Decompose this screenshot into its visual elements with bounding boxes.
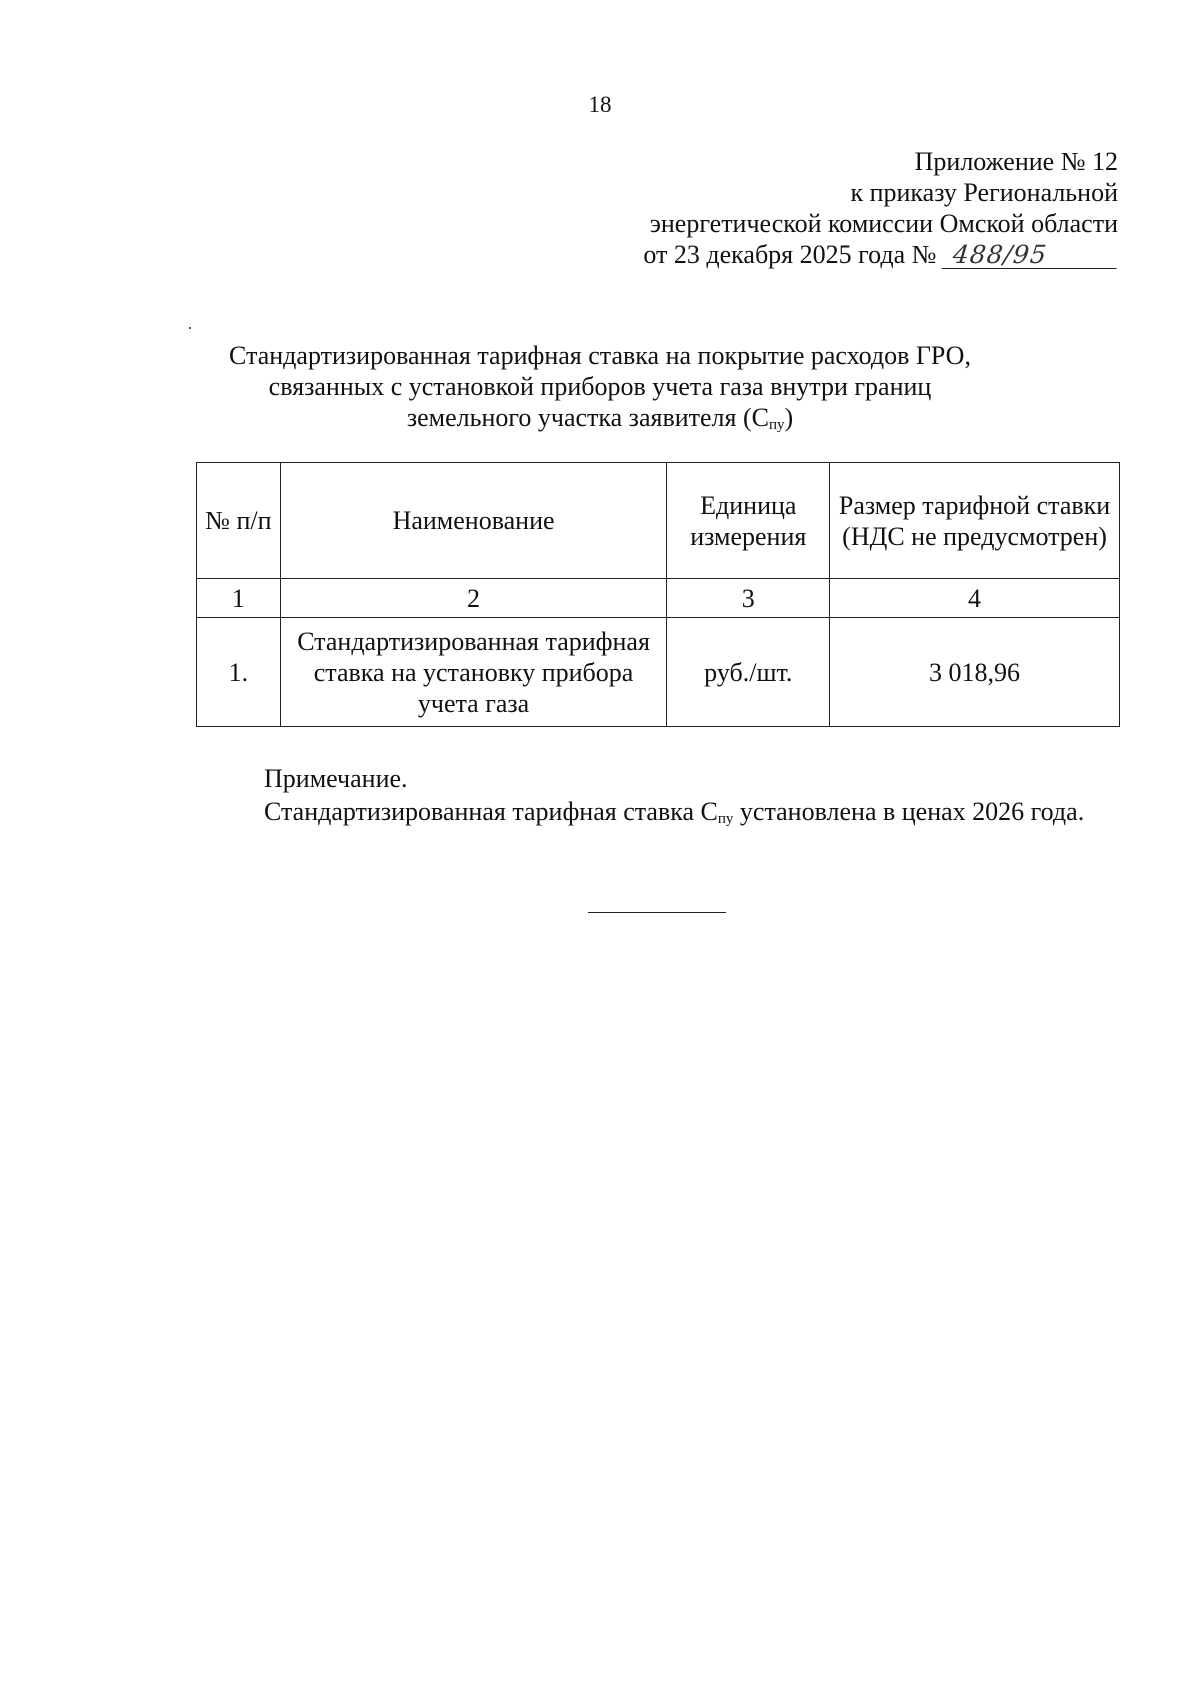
scan-speck (189, 327, 191, 329)
note-text (196, 795, 1118, 828)
title-line-3 (150, 402, 1050, 433)
row-name: Стандартизированная тарифная ставка на установку прибора учета газа (280, 618, 667, 727)
title-line-3-text: земельного участка заявителя (С (406, 403, 769, 432)
header-number: № п/п (197, 463, 281, 579)
appendix-line-4 (558, 239, 1118, 270)
index-cell-4: 4 (830, 579, 1120, 618)
order-date-label: от 23 декабря 2025 года № (643, 240, 937, 269)
index-cell-3: 3 (667, 579, 830, 618)
title-line-2: связанных с установкой приборов учета газа внутри границ (268, 372, 932, 401)
note-text-prefix: Стандартизированная тарифная ставка С (264, 797, 718, 826)
page-number: 18 (588, 92, 612, 117)
end-divider (588, 912, 726, 913)
note-section (196, 762, 1118, 828)
tariff-table (196, 462, 1120, 727)
title-subscript: пу (768, 417, 785, 433)
appendix-line-3: энергетической комиссии Омской области (649, 209, 1118, 238)
row-unit: руб./шт. (667, 618, 830, 727)
note-text-suffix: установлена в ценах 2026 года. (733, 797, 1085, 826)
table-index-row (197, 579, 1120, 618)
note-title: Примечание. (264, 764, 408, 793)
table-row (197, 618, 1120, 727)
title-line-1: Стандартизированная тарифная ставка на покрытие расходов ГРО, (229, 341, 971, 370)
index-cell-1: 1 (197, 579, 281, 618)
appendix-line-1: Приложение № 12 (914, 147, 1118, 176)
row-value: 3 018,96 (830, 618, 1120, 727)
appendix-header (558, 146, 1118, 270)
header-rate: Размер тарифной ставки (НДС не предусмотрен) (830, 463, 1120, 579)
header-unit: Единица измерения (667, 463, 830, 579)
index-cell-2: 2 (280, 579, 667, 618)
appendix-line-2: к приказу Региональной (850, 178, 1118, 207)
document-title (150, 340, 1050, 433)
header-name: Наименование (280, 463, 667, 579)
row-number: 1. (197, 618, 281, 727)
table-header-row (197, 463, 1120, 579)
note-subscript: пу (717, 811, 734, 827)
title-line-3-close: ) (784, 403, 794, 432)
order-number-handwritten: 488/95 (942, 241, 1120, 269)
